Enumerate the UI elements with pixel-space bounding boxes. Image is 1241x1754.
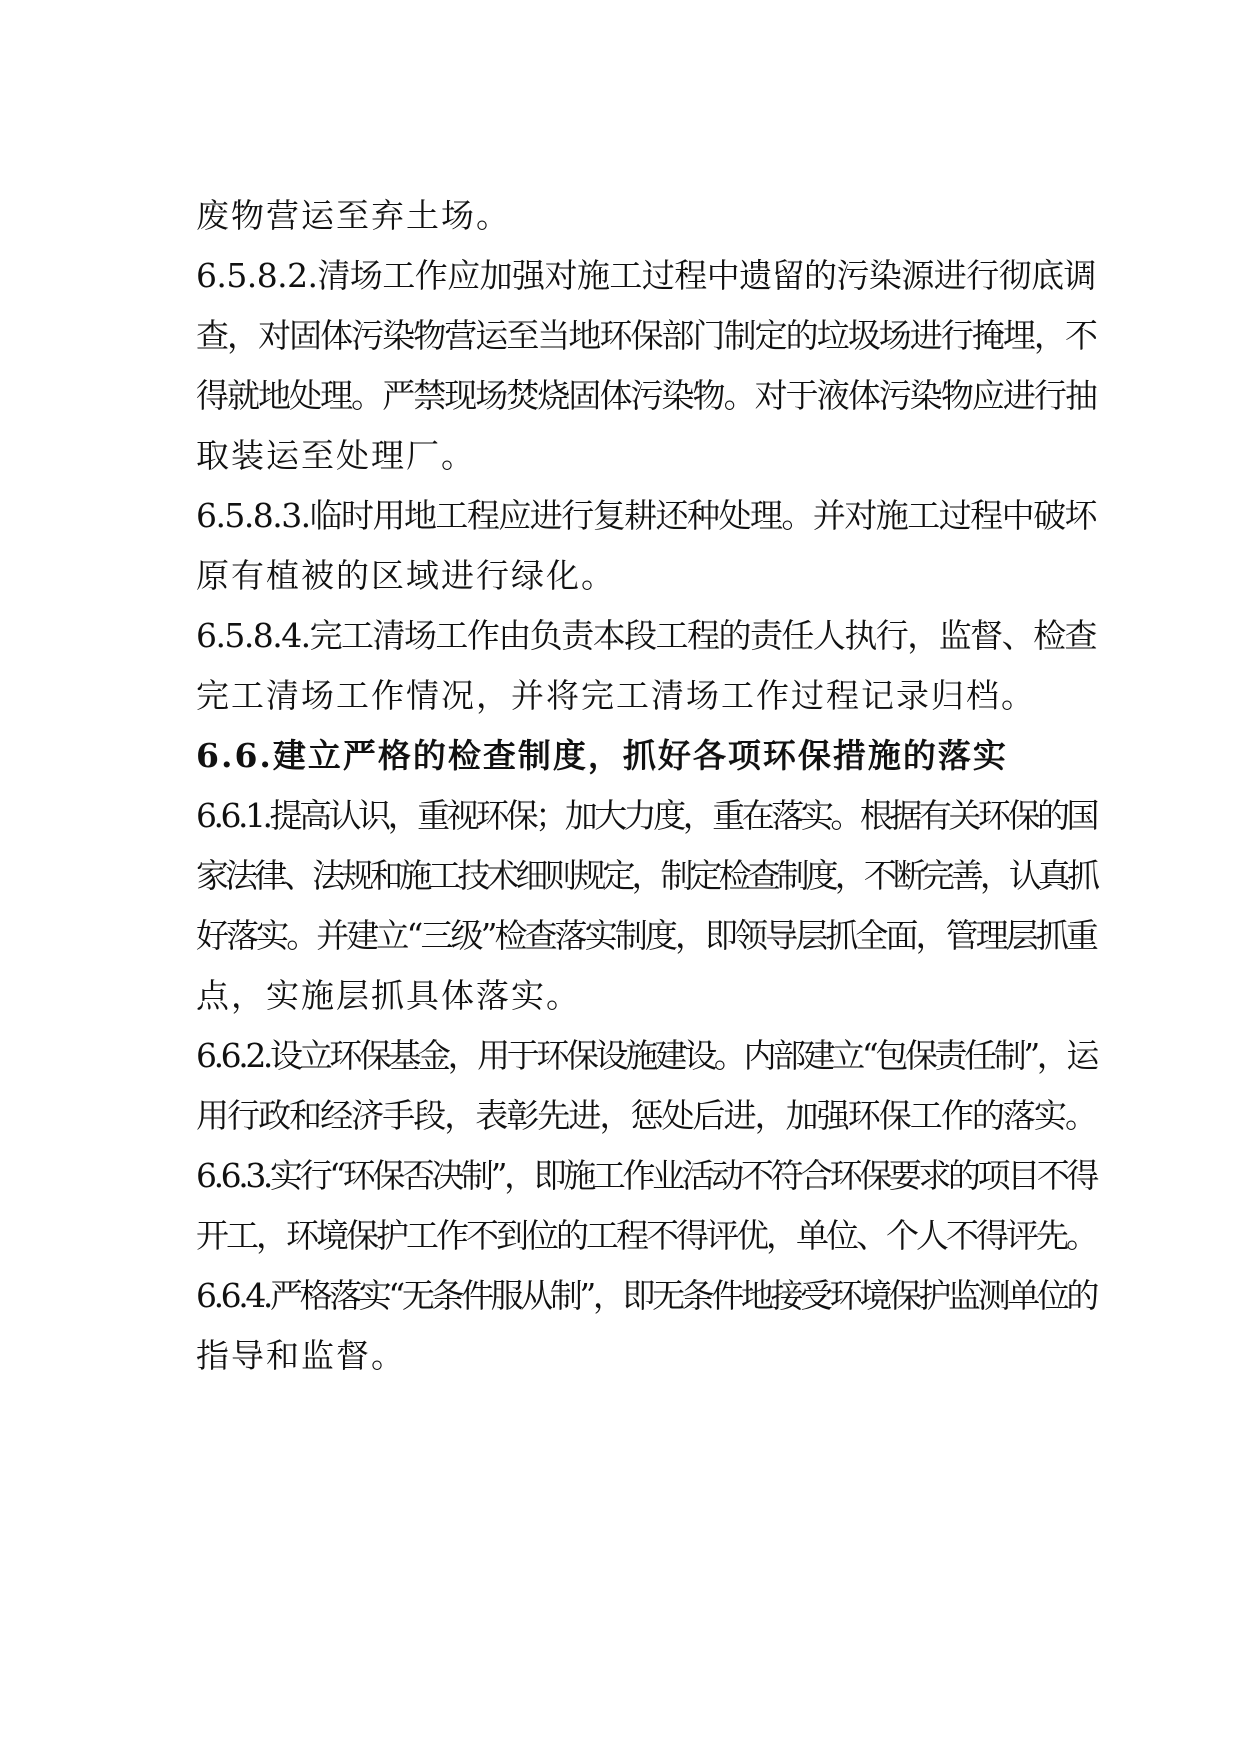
text-line: 6.6.3.实行“环保否决制”，即施工作业活动不符合环保要求的项目不得	[196, 1156, 1096, 1195]
text-line: 6.5.8.2.清场工作应加强对施工过程中遗留的污染源进行彻底调	[196, 256, 1096, 295]
section-heading: 6.6.建立严格的检查制度，抓好各项环保措施的落实	[196, 736, 1008, 775]
text-line: 家法律、法规和施工技术细则规定，制定检查制度，不断完善，认真抓	[196, 856, 1097, 895]
text-line: 废物营运至弃土场。	[196, 196, 511, 235]
text-line: 用行政和经济手段，表彰先进，惩处后进，加强环保工作的落实。	[196, 1096, 1097, 1135]
text-line: 查，对固体污染物营运至当地环保部门制定的垃圾场进行掩埋，不	[196, 316, 1097, 355]
text-line: 6.5.8.3.临时用地工程应进行复耕还种处理。并对施工过程中破坏	[196, 496, 1096, 535]
text-line: 6.6.1.提高认识，重视环保；加大力度，重在落实。根据有关环保的国	[196, 796, 1096, 835]
text-line: 好落实。并建立“三级”检查落实制度，即领导层抓全面，管理层抓重	[196, 916, 1096, 955]
text-line: 6.5.8.4.完工清场工作由负责本段工程的责任人执行，监督、检查	[196, 616, 1096, 655]
text-line: 完工清场工作情况，并将完工清场工作过程记录归档。	[196, 676, 1036, 715]
text-line: 开工，环境保护工作不到位的工程不得评优，单位、个人不得评先。	[196, 1216, 1096, 1255]
text-line: 得就地处理。严禁现场焚烧固体污染物。对于液体污染物应进行抽	[196, 376, 1097, 415]
text-line: 6.6.4.严格落实“无条件服从制”，即无条件地接受环境保护监测单位的	[196, 1276, 1096, 1315]
document-body	[196, 186, 1096, 1386]
text-line: 原有植被的区域进行绿化。	[196, 556, 616, 595]
text-line: 6.6.2.设立环保基金，用于环保设施建设。内部建立“包保责任制”，运	[196, 1036, 1096, 1075]
text-line: 点，实施层抓具体落实。	[196, 976, 581, 1015]
text-line: 指导和监督。	[196, 1336, 406, 1375]
text-line: 取装运至处理厂。	[196, 436, 476, 475]
